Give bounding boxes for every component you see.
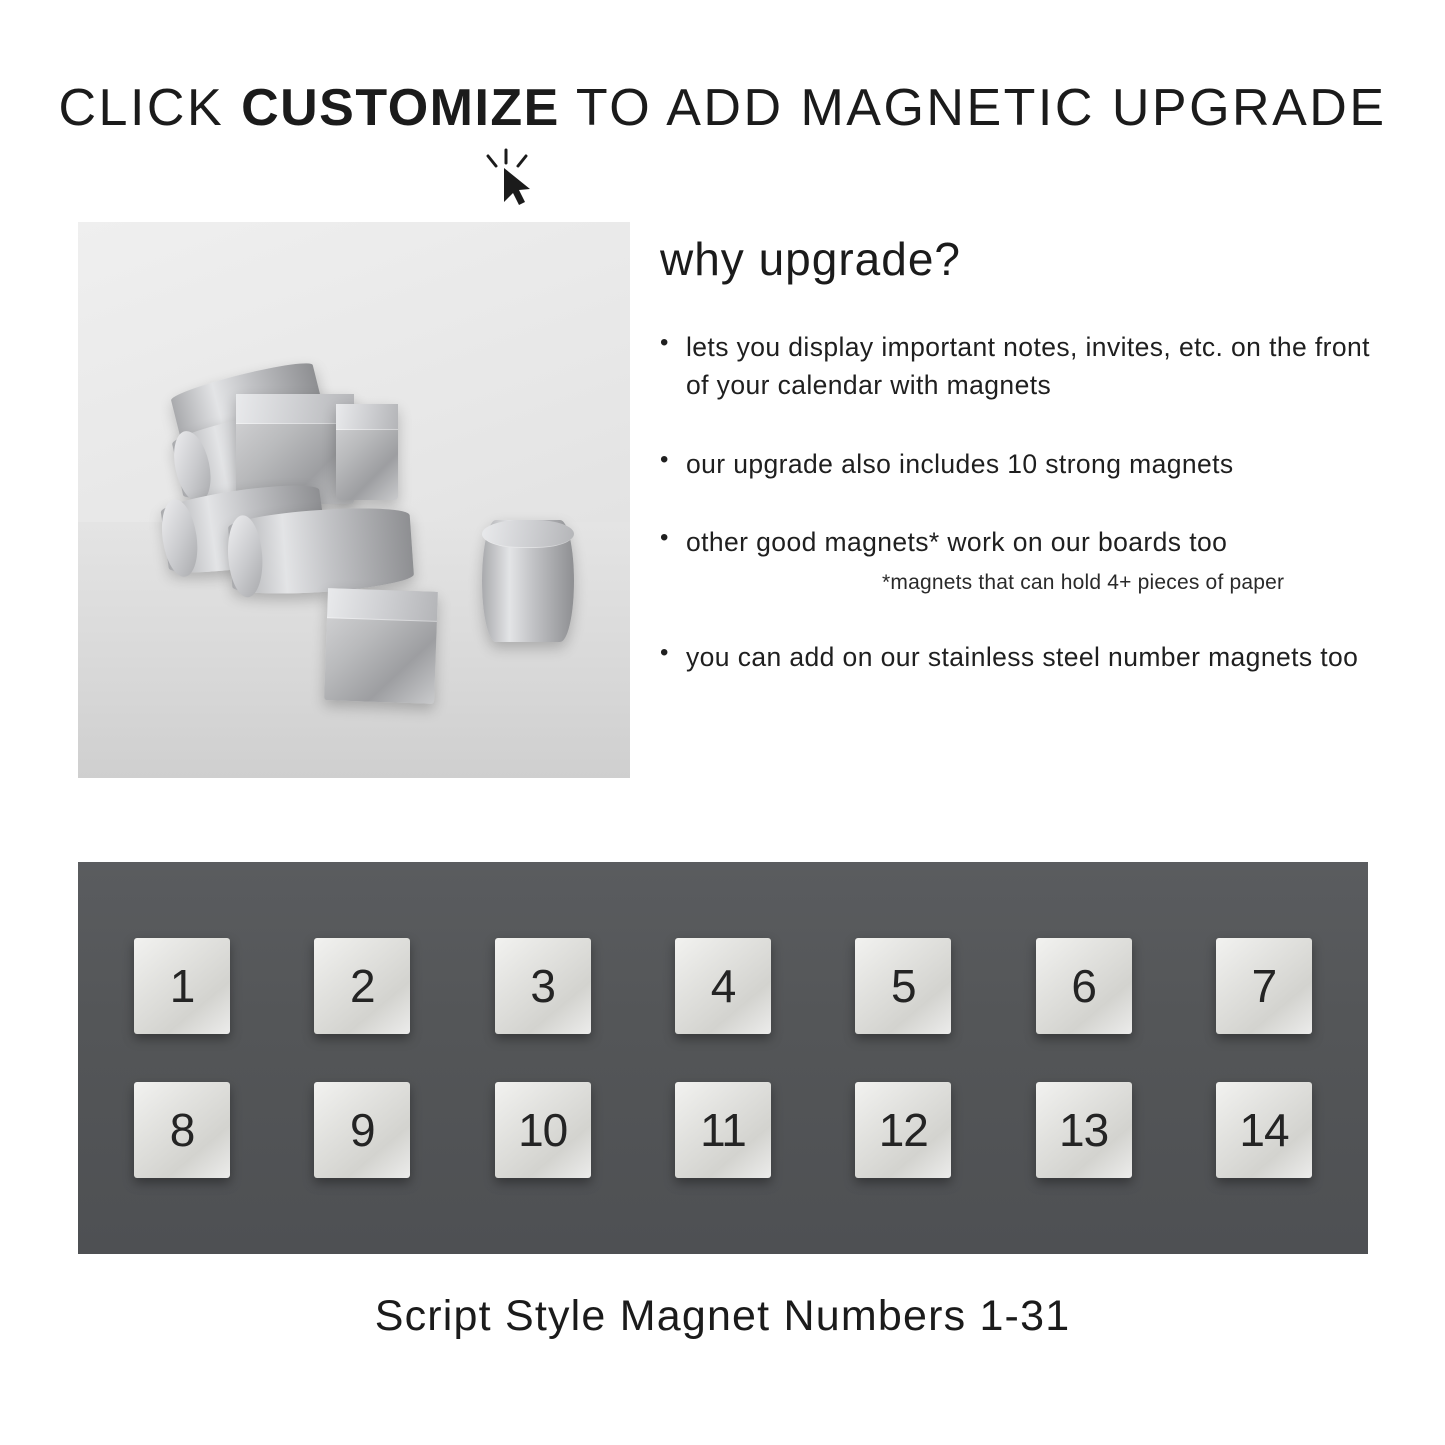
benefit-text: other good magnets* work on our boards too: [686, 527, 1228, 558]
number-magnet-tile: 9: [314, 1082, 410, 1178]
number-magnet-tile: 5: [855, 938, 951, 1034]
number-magnet-tile: 4: [675, 938, 771, 1034]
benefit-text: lets you display important notes, invites, etc. on the front of your calendar with magnets: [686, 332, 1370, 401]
number-magnet-tile: 3: [495, 938, 591, 1034]
magnet-cube: [336, 404, 398, 500]
number-magnet-tile: 13: [1036, 1082, 1132, 1178]
why-upgrade-title: why upgrade?: [660, 233, 961, 285]
number-magnet-tile: 7: [1216, 938, 1312, 1034]
number-magnets-grid: [78, 862, 1368, 1254]
number-magnet-tile: 6: [1036, 938, 1132, 1034]
header-text-emphasis: CUSTOMIZE: [241, 79, 560, 137]
why-upgrade-section: [660, 232, 1380, 717]
cube-top-face: [327, 588, 438, 622]
list-item: [660, 445, 1380, 483]
number-magnets-board: [78, 862, 1368, 1254]
header-text-before: CLICK: [58, 79, 242, 137]
list-item: [660, 638, 1380, 676]
number-magnet-tile: 11: [675, 1082, 771, 1178]
cylinder-end: [225, 514, 265, 598]
board-caption: Script Style Magnet Numbers 1-31: [374, 1292, 1071, 1340]
magnet-photo: [78, 222, 630, 778]
table-row: [134, 938, 1312, 1034]
benefit-text: you can add on our stainless steel number magnets too: [686, 642, 1359, 673]
benefit-text: our upgrade also includes 10 strong magnets: [686, 448, 1234, 479]
list-item: [660, 328, 1380, 405]
cylinder-end: [168, 428, 216, 505]
header-text-after: TO ADD MAGNETIC UPGRADE: [559, 79, 1387, 137]
cursor-click-icon: [470, 140, 560, 210]
magnet-cylinder: [227, 504, 414, 598]
number-magnet-tile: 2: [314, 938, 410, 1034]
number-magnet-tile: 12: [855, 1082, 951, 1178]
number-magnet-tile: 14: [1216, 1082, 1312, 1178]
cube-top-face: [336, 404, 398, 430]
header-text: [58, 78, 1386, 138]
table-row: [134, 1082, 1312, 1178]
magnet-cylinder-upright: [482, 520, 574, 642]
list-item: [660, 523, 1380, 598]
number-magnet-tile: 8: [134, 1082, 230, 1178]
number-magnet-tile: 1: [134, 938, 230, 1034]
cylinder-top-face: [482, 520, 574, 548]
magnet-cube: [324, 588, 438, 704]
number-magnet-tile: 10: [495, 1082, 591, 1178]
header-banner: [0, 78, 1445, 138]
benefits-list: [660, 328, 1380, 677]
benefit-footnote: *magnets that can hold 4+ pieces of paper: [882, 570, 1285, 594]
